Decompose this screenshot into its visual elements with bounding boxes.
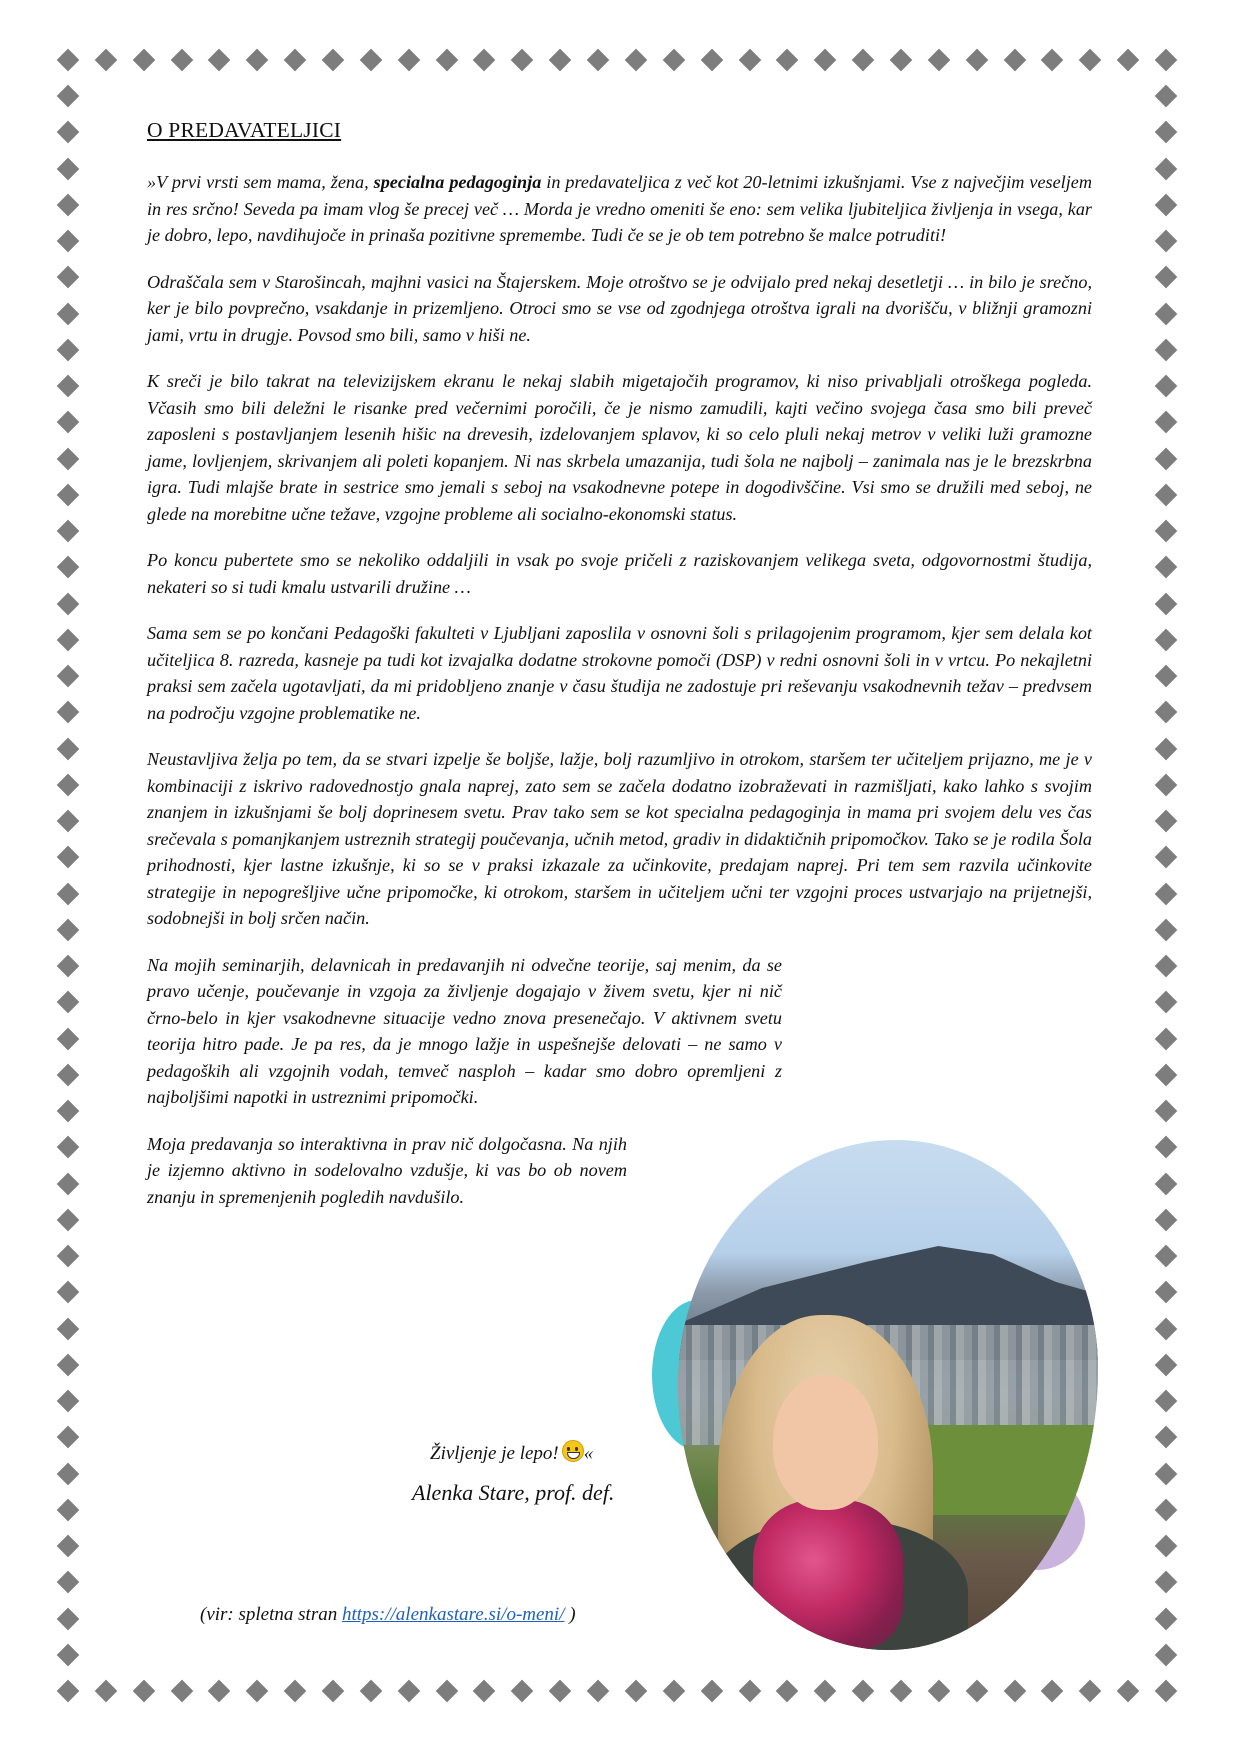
photo-person-face xyxy=(773,1375,878,1510)
border-diamond xyxy=(1155,1535,1178,1558)
border-diamond xyxy=(208,49,231,72)
border-diamond xyxy=(57,302,80,325)
border-diamond xyxy=(322,49,345,72)
border-diamond xyxy=(1155,665,1178,688)
intro-bold-text: specialna pedagoginja xyxy=(373,172,542,192)
border-diamond xyxy=(776,1680,799,1703)
border-diamond xyxy=(965,49,988,72)
border-diamond xyxy=(1155,1281,1178,1304)
border-diamond xyxy=(1155,1498,1178,1521)
border-diamond xyxy=(1155,447,1178,470)
border-diamond xyxy=(132,1680,155,1703)
border-diamond xyxy=(284,1680,307,1703)
border-diamond xyxy=(1003,49,1026,72)
border-diamond xyxy=(625,1680,648,1703)
intro-text-end: in predavateljica z več kot 20-letnimi izkušnjami. Vse z največjim veseljem in res srčno! Seveda pa imam vlog še precej več … Morda je vredno omeniti še eno: sem velika ljubiteljica življenja in vsega, kar je dobro, lepo, navdihujoče in prinaša pozitivne spremembe. Tudi če se je ob tem potrebno še malce potruditi! xyxy=(147,172,1092,245)
border-diamond xyxy=(1155,701,1178,724)
border-diamond xyxy=(1155,737,1178,760)
border-diamond xyxy=(1155,1390,1178,1413)
border-diamond xyxy=(57,230,80,253)
border-diamond xyxy=(1155,1136,1178,1159)
border-diamond xyxy=(1155,1100,1178,1123)
border-diamond xyxy=(587,1680,610,1703)
border-diamond xyxy=(1155,556,1178,579)
border-diamond xyxy=(1155,230,1178,253)
paragraph-tv: K sreči je bilo takrat na televizijskem ekranu le nekaj slabih migetajočih programov, ki niso privabljali otroškega pogleda. Včasih smo bili deležni le risanke pred večernimi poročili, če je nismo zamudili, kajti večino svojega časa smo bili preveč zaposleni s postavljanjem lesenih hišic na drevesih, izdelovanjem splavov, ki so celo pluli nekaj metrov v veliki luži gramozne jame, lovljenjem, skrivanjem ali poleti kopanjem. Ni nas skrbela umazanija, tudi šola ne najbolj – zanimala nas je le brezskrbna igra. Tudi mlajše brate in sestrice smo jemali s seboj na vsakodnevne potepe in dogodivščine. Vsi smo se družili med seboj, ne glede na morebitne učne težave, vzgojne probleme ali socialno-ekonomski status. xyxy=(147,371,1092,524)
border-diamond xyxy=(511,1680,534,1703)
border-diamond xyxy=(57,1462,80,1485)
border-diamond xyxy=(1155,774,1178,797)
border-diamond xyxy=(1079,1680,1102,1703)
border-diamond xyxy=(1155,629,1178,652)
border-diamond xyxy=(170,49,193,72)
border-diamond xyxy=(927,49,950,72)
border-diamond xyxy=(1155,484,1178,507)
border-diamond xyxy=(1155,1027,1178,1050)
border-diamond xyxy=(57,919,80,942)
border-diamond xyxy=(57,85,80,108)
border-diamond xyxy=(1155,810,1178,833)
border-diamond xyxy=(700,1680,723,1703)
border-diamond xyxy=(587,49,610,72)
border-diamond xyxy=(1155,1172,1178,1195)
border-diamond xyxy=(397,1680,420,1703)
border-diamond xyxy=(1155,846,1178,869)
border-diamond xyxy=(1155,411,1178,434)
border-diamond xyxy=(57,1571,80,1594)
border-diamond xyxy=(57,701,80,724)
border-diamond xyxy=(1155,1571,1178,1594)
border-diamond xyxy=(700,49,723,72)
border-diamond xyxy=(435,49,458,72)
border-diamond xyxy=(1155,1064,1178,1087)
border-diamond xyxy=(1155,520,1178,543)
border-diamond xyxy=(57,194,80,217)
grinning-face-icon xyxy=(562,1440,584,1462)
border-diamond xyxy=(57,665,80,688)
border-diamond xyxy=(1155,1643,1178,1666)
border-diamond xyxy=(57,1317,80,1340)
document-body xyxy=(147,118,1092,1230)
border-diamond xyxy=(57,266,80,289)
border-diamond xyxy=(57,991,80,1014)
border-diamond xyxy=(57,1535,80,1558)
border-diamond xyxy=(1155,1607,1178,1630)
border-diamond xyxy=(1155,1208,1178,1231)
border-diamond xyxy=(57,1136,80,1159)
border-diamond xyxy=(57,1281,80,1304)
border-diamond xyxy=(57,737,80,760)
border-diamond xyxy=(57,1390,80,1413)
border-diamond xyxy=(360,1680,383,1703)
paragraph-lectures: Moja predavanja so interaktivna in prav nič dolgočasna. Na njih je izjemno aktivno in sodelovalno vzdušje, ki vas bo ob novem znanju in spremenjenih pogledih navdušilo. xyxy=(147,1133,627,1207)
border-diamond xyxy=(95,1680,118,1703)
border-diamond xyxy=(57,520,80,543)
border-diamond xyxy=(1155,1426,1178,1449)
border-diamond xyxy=(57,629,80,652)
border-diamond xyxy=(511,49,534,72)
border-diamond xyxy=(1117,49,1140,72)
border-diamond xyxy=(1117,1680,1140,1703)
paragraph-childhood: Odraščala sem v Starošincah, majhni vasici na Štajerskem. Moje otroštvo se je odvijalo pred nekaj desetletji … in bilo je srečno, ker je bilo povprečno, vsakdanje in prizemljeno. Otroci smo se vse od zgodnjega otroštva igrali na dvorišču, v bližnji gramozni jami, vrtu in drugje. Povsod smo bili, samo v hiši ne. xyxy=(147,271,1092,345)
motto-text: Življenje je lepo! xyxy=(430,1443,559,1464)
border-diamond xyxy=(95,49,118,72)
border-diamond xyxy=(1079,49,1102,72)
border-diamond xyxy=(57,882,80,905)
paragraph-intro xyxy=(147,169,1092,249)
border-diamond xyxy=(57,1245,80,1268)
border-diamond xyxy=(1155,375,1178,398)
border-diamond xyxy=(322,1680,345,1703)
border-diamond xyxy=(1155,302,1178,325)
border-diamond xyxy=(132,49,155,72)
intro-text-start: »V prvi vrsti sem mama, žena, xyxy=(147,172,374,192)
border-diamond xyxy=(1155,955,1178,978)
border-diamond xyxy=(57,1643,80,1666)
portrait-photo-group xyxy=(640,1110,1120,1670)
border-diamond xyxy=(852,49,875,72)
page-title: O PREDAVATELJICI xyxy=(147,118,342,142)
border-diamond xyxy=(170,1680,193,1703)
border-diamond xyxy=(1155,1353,1178,1376)
source-link[interactable]: https://alenkastare.si/o-meni/ xyxy=(341,1604,565,1625)
source-note xyxy=(200,1604,576,1626)
paragraph-puberty: Po koncu pubertete smo se nekoliko oddaljili in vsak po svoje pričeli z raziskovanjem velikega sveta, odgovornostmi študija, nekateri so si tudi kmalu ustvarili družine … xyxy=(147,550,1092,597)
border-diamond xyxy=(360,49,383,72)
border-diamond xyxy=(208,1680,231,1703)
border-diamond xyxy=(1155,49,1178,72)
border-diamond xyxy=(57,484,80,507)
border-diamond xyxy=(549,1680,572,1703)
border-diamond xyxy=(57,592,80,615)
border-diamond xyxy=(814,49,837,72)
border-diamond xyxy=(57,810,80,833)
border-diamond xyxy=(1155,1245,1178,1268)
border-diamond xyxy=(1155,194,1178,217)
border-diamond xyxy=(473,49,496,72)
border-diamond xyxy=(738,1680,761,1703)
border-diamond xyxy=(473,1680,496,1703)
border-diamond xyxy=(57,339,80,362)
border-diamond xyxy=(57,1100,80,1123)
border-diamond xyxy=(1155,266,1178,289)
border-diamond xyxy=(1155,1317,1178,1340)
border-diamond xyxy=(1155,157,1178,180)
border-diamond xyxy=(625,49,648,72)
border-diamond xyxy=(1155,919,1178,942)
border-diamond xyxy=(1041,1680,1064,1703)
border-diamond xyxy=(1155,1462,1178,1485)
border-diamond xyxy=(1003,1680,1026,1703)
border-diamond xyxy=(246,49,269,72)
paragraph-seminars: Na mojih seminarjih, delavnicah in predavanjih ni odvečne teorije, saj menim, da se pravo učenje, poučevanje in vzgoja za življenje dogajajo v živem svetu, kjer ni nič črno-belo in kjer vsakodnevne situacije vedno znova presenečajo. V aktivnem svetu teorija hitro pade. Je pa res, da je mnogo lažje in uspešnejše delovati – ne samo v pedagoških ali vzgojnih vodah, temveč nasploh – kadar smo dobro opremljeni z najboljšimi napotki in ustreznimi pripomočki. xyxy=(147,954,782,1107)
border-diamond xyxy=(57,447,80,470)
paragraph-desire: Neustavljiva želja po tem, da se stvari izpelje še boljše, lažje, bolj razumljivo in otrokom, staršem ter učiteljem prijazno, me je v kombinaciji z iskrivo radovednostjo gnala naprej, zato sem se začela dodatno izobraževati in razmišljati, kako lahko s svojim znanjem in izkušnjami še bolj doprinesem svetu. Prav tako sem se kot specialna pedagoginja in mama pri svojem delu ves čas srečevala s pomanjkanjem ustreznih strategij poučevanja, učnih metod, gradiv in didaktičnih pripomočkov. Tako se je rodila Šola prihodnosti, kjer lastne izkušnje, ki so se v praksi izkazale za učinkovite, predajam naprej. Pri tem sem razvila učinkovite strategije in nepogrešljive učne pripomočke, ki otrokom, staršem in učiteljem učni ter vzgojni proces ustvarjajo na prijetnejši, sodobnejši in bolj srčen način. xyxy=(147,749,1092,928)
border-diamond xyxy=(57,556,80,579)
source-prefix: (vir: spletna stran xyxy=(200,1604,342,1625)
border-diamond xyxy=(435,1680,458,1703)
border-diamond xyxy=(1155,882,1178,905)
border-diamond xyxy=(1155,339,1178,362)
border-diamond xyxy=(57,121,80,144)
border-diamond xyxy=(965,1680,988,1703)
border-diamond xyxy=(57,49,80,72)
border-diamond xyxy=(549,49,572,72)
border-diamond xyxy=(1155,592,1178,615)
border-diamond xyxy=(57,411,80,434)
border-diamond xyxy=(1155,121,1178,144)
border-diamond xyxy=(57,1498,80,1521)
border-diamond xyxy=(246,1680,269,1703)
portrait-photo xyxy=(678,1140,1098,1650)
border-diamond xyxy=(1155,1680,1178,1703)
border-diamond xyxy=(852,1680,875,1703)
border-diamond xyxy=(57,1353,80,1376)
border-diamond xyxy=(927,1680,950,1703)
border-diamond xyxy=(57,1027,80,1050)
border-diamond xyxy=(57,955,80,978)
border-diamond xyxy=(57,1426,80,1449)
motto xyxy=(430,1440,593,1465)
border-diamond xyxy=(738,49,761,72)
border-diamond xyxy=(57,157,80,180)
source-suffix: ) xyxy=(564,1604,576,1625)
paragraph-career: Sama sem se po končani Pedagoški fakulteti v Ljubljani zaposlila v osnovni šoli s prilagojenim programom, kjer sem delala kot učiteljica 8. razreda, kasneje pa tudi kot izvajalka dodatne strokovne pomoči (DSP) v redni osnovni šoli in v vrtcu. Po nekajletni praksi sem začela ugotavljati, da mi pridobljeno znanje v času študija ne zadostuje pri reševanju vsakodnevnih težav – predvsem na področju vzgojne problematike ne. xyxy=(147,623,1092,723)
border-diamond xyxy=(1041,49,1064,72)
border-diamond xyxy=(57,1680,80,1703)
border-diamond xyxy=(1155,991,1178,1014)
border-diamond xyxy=(814,1680,837,1703)
border-diamond xyxy=(890,1680,913,1703)
border-diamond xyxy=(57,375,80,398)
border-diamond xyxy=(57,1064,80,1087)
border-diamond xyxy=(57,846,80,869)
border-diamond xyxy=(662,49,685,72)
author-signature: Alenka Stare, prof. def. xyxy=(412,1480,615,1505)
border-diamond xyxy=(1155,85,1178,108)
border-diamond xyxy=(284,49,307,72)
border-diamond xyxy=(57,1172,80,1195)
border-diamond xyxy=(662,1680,685,1703)
photo-person-scarf xyxy=(753,1500,903,1650)
border-diamond xyxy=(397,49,420,72)
border-diamond xyxy=(57,1607,80,1630)
border-diamond xyxy=(57,1208,80,1231)
motto-close-quote: « xyxy=(583,1443,594,1464)
border-diamond xyxy=(890,49,913,72)
border-diamond xyxy=(776,49,799,72)
border-diamond xyxy=(57,774,80,797)
